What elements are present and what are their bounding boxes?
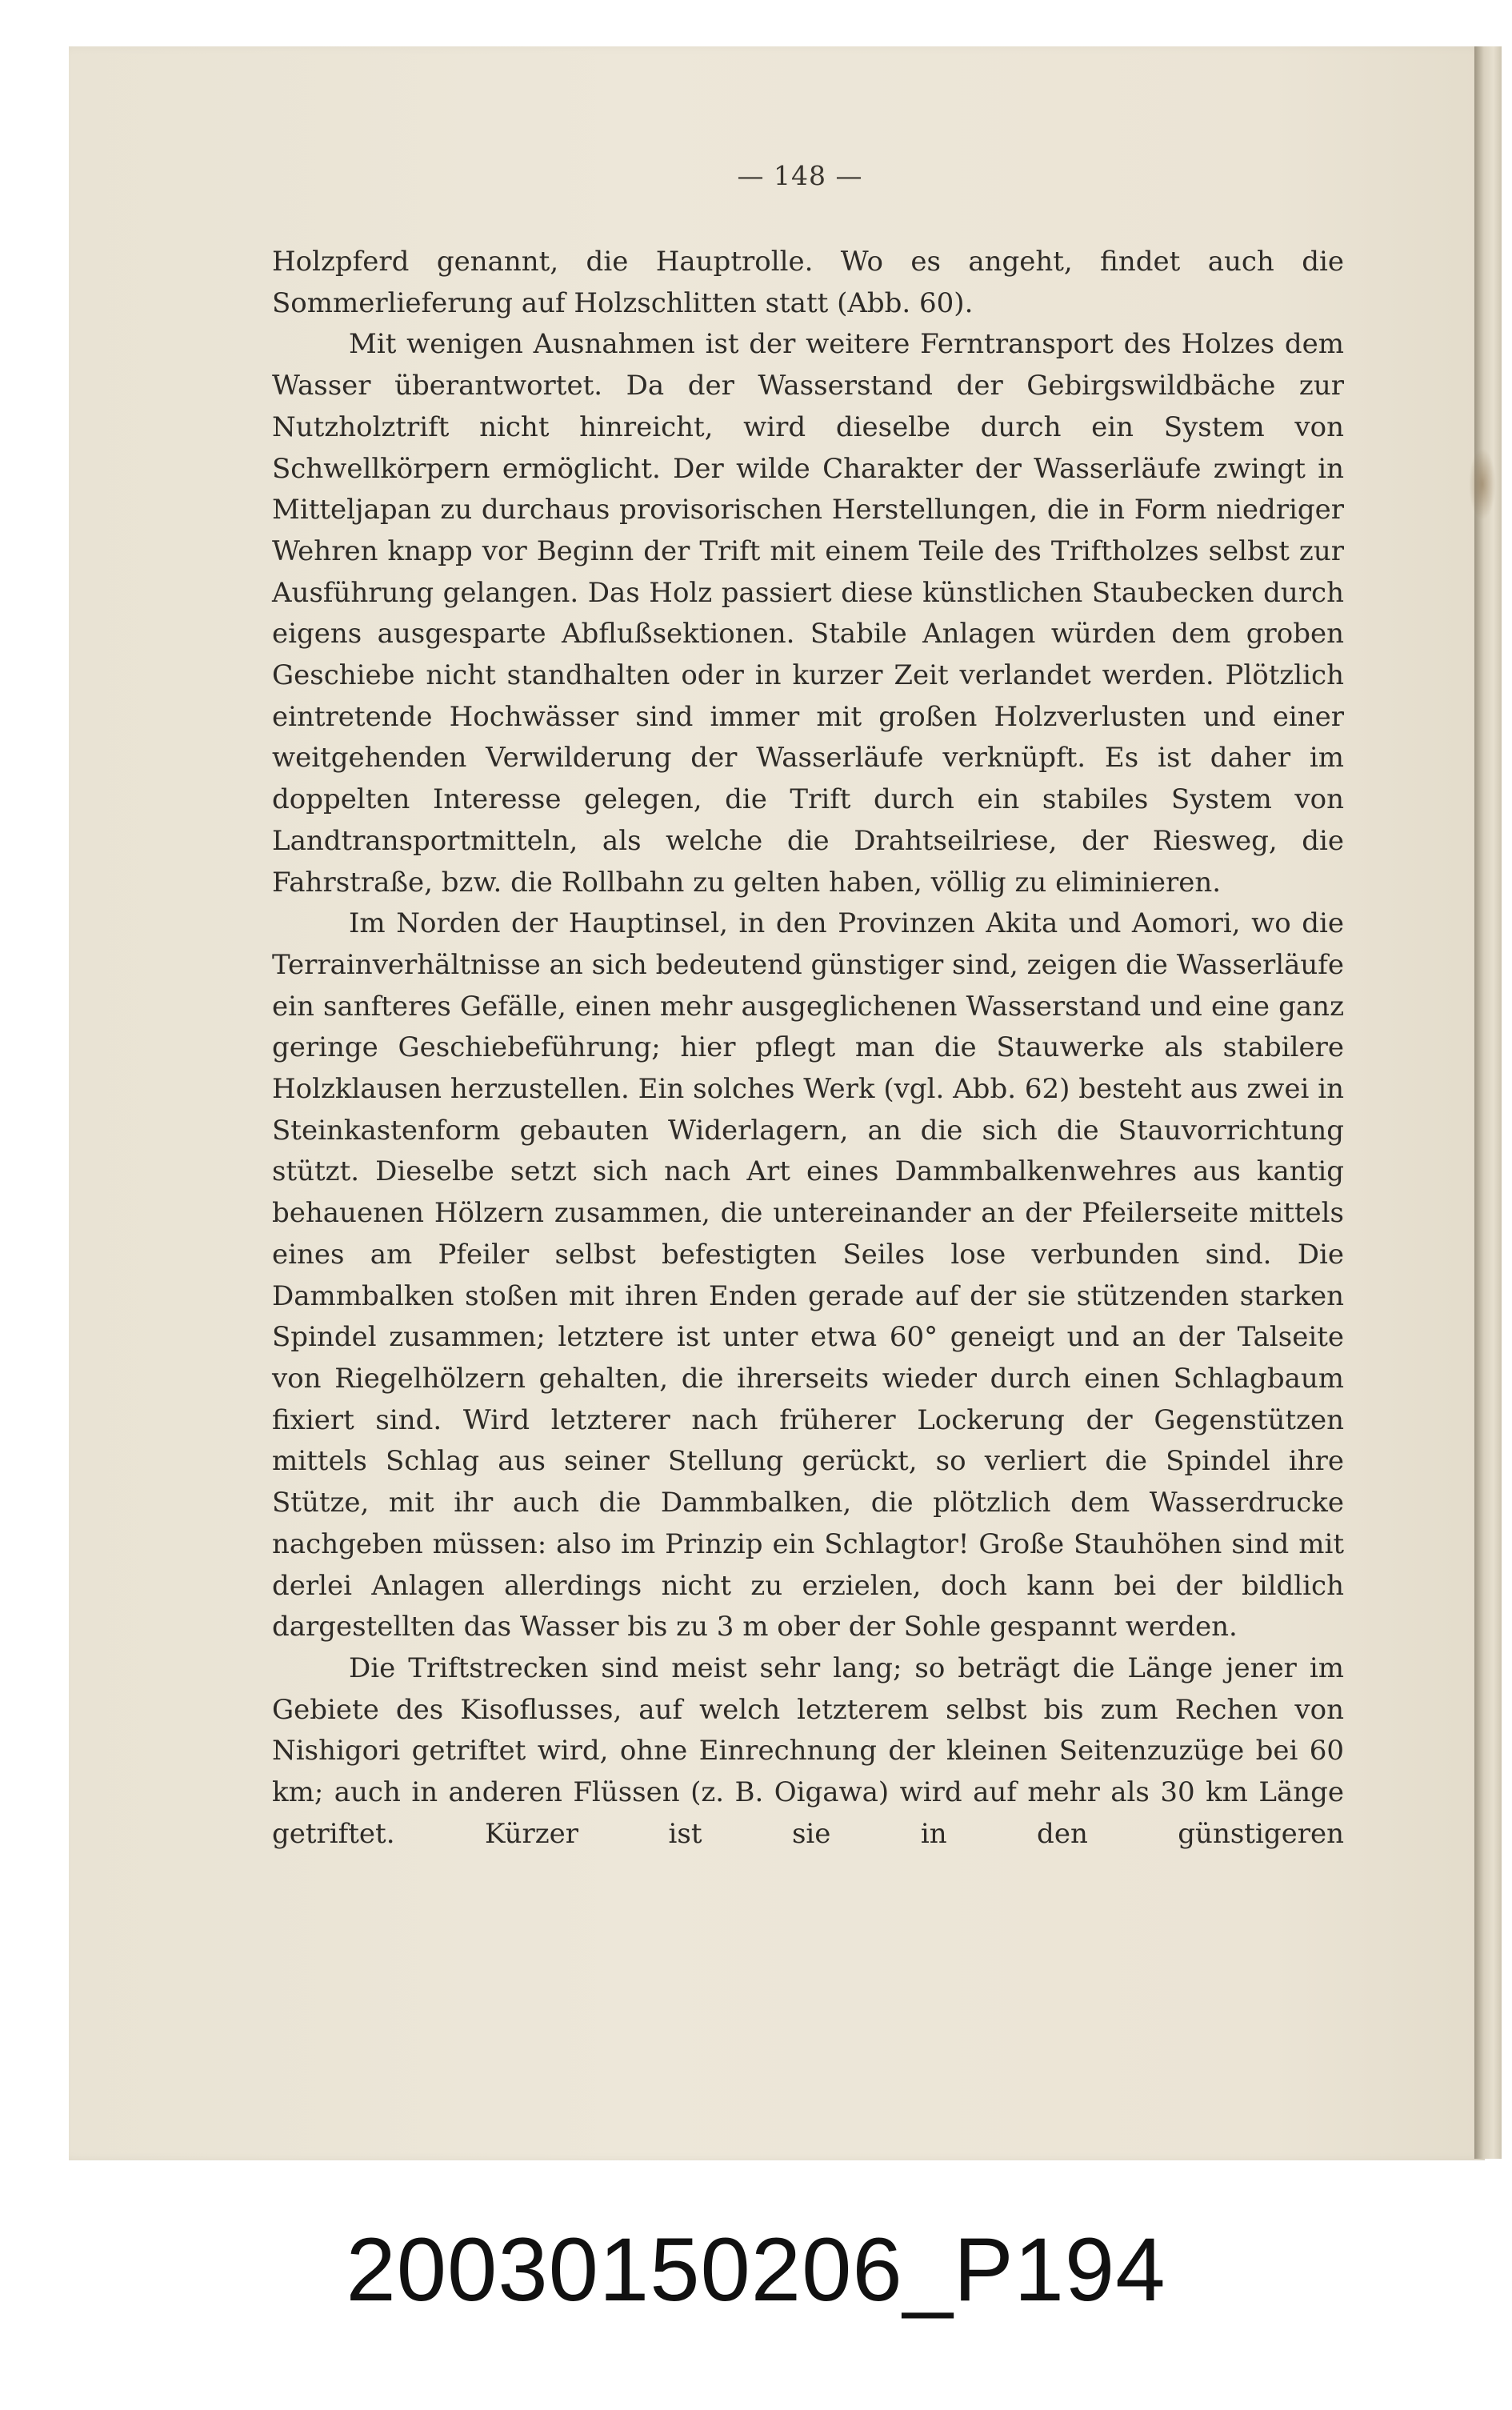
page-edge bbox=[1474, 46, 1502, 2159]
page-number: — 148 — bbox=[737, 160, 863, 191]
body-text bbox=[272, 242, 1344, 1855]
paragraph-3: Im Norden der Hauptinsel, in den Provinzen Akita und Aomori, wo die Terrainverhältnisse an sich bedeutend günstiger sind, zeigen die Wasserläufe ein sanfteres Gefälle, einen mehr ausgeglichenen Wasserstand und eine ganz geringe Geschiebeführung; hier pflegt man die Stauwerke als stabilere Holzklausen herzustellen. Ein solches Werk (vgl. Abb. 62) besteht aus zwei in Steinkastenform gebauten Widerlagern, an die sich die Stauvorrichtung stützt. Dieselbe setzt sich nach Art eines Dammbalkenwehres aus kantig behauenen Hölzern zusammen, die untereinander an der Pfeilerseite mittels eines am Pfeiler selbst befestigten Seiles lose verbunden sind. Die Dammbalken stoßen mit ihren Enden gerade auf der sie stützenden starken Spindel zusammen; letztere ist unter etwa 60° geneigt und an der Talseite von Riegelhölzern gehalten, die ihrerseits wieder durch einen Schlagbaum fixiert sind. Wird letzterer nach früherer Lockerung der Gegenstützen mittels Schlag aus seiner Stellung gerückt, so verliert die Spindel ihre Stütze, mit ihr auch die Dammbalken, die plötzlich dem Wasserdrucke nachgeben müssen: also im Prinzip ein Schlagtor! Große Stauhöhen sind mit derlei Anlagen allerdings nicht zu erzielen, doch kann bei der bildlich dargestellten das Wasser bis zu 3 m ober der Sohle gespannt werden. bbox=[272, 907, 1344, 1643]
image-id-caption: 20030150206_P194 bbox=[346, 2220, 1166, 2320]
paragraph-1: Holzpferd genannt, die Hauptrolle. Wo es angeht, findet auch die Sommerlieferung auf Holzschlitten statt (Abb. 60). bbox=[272, 246, 1344, 319]
paragraph-2: Mit wenigen Ausnahmen ist der weitere Ferntransport des Holzes dem Wasser überantwortet. Da der Wasserstand der Gebirgswildbäche zur Nutzholztrift nicht hinreicht, wird dieselbe durch ein System von Schwellkörpern ermöglicht. Der wilde Charakter der Wasserläufe zwingt in Mitteljapan zu durchaus provisorischen Herstellungen, die in Form niedriger Wehren knapp vor Beginn der Trift mit einem Teile des Triftholzes selbst zur Ausführung gelangen. Das Holz passiert diese künstlichen Staubecken durch eigens ausgesparte Abflußsektionen. Stabile Anlagen würden dem groben Geschiebe nicht standhalten oder in kurzer Zeit verlandet werden. Plötzlich eintretende Hochwässer sind immer mit großen Holzverlusten und einer weitgehenden Verwilderung der Wasserläufe verknüpft. Es ist daher im doppelten Interesse gelegen, die Trift durch ein stabiles System von Landtransportmitteln, als welche die Drahtseilriese, der Riesweg, die Fahrstraße, bzw. die Rollbahn zu gelten haben, völlig zu eliminieren. bbox=[272, 328, 1344, 899]
page-stain bbox=[1469, 448, 1496, 520]
paragraph-4: Die Triftstrecken sind meist sehr lang; so beträgt die Länge jener im Gebiete des Kisoflusses, auf welch letzterem selbst bis zum Rechen von Nishigori getriftet wird, ohne Einrechnung der kleinen Seitenzuzüge bei 60 km; auch in anderen Flüssen (z. B. Oigawa) wird auf mehr als 30 km Länge getriftet. Kürzer ist sie in den günstigeren bbox=[272, 1651, 1344, 1850]
